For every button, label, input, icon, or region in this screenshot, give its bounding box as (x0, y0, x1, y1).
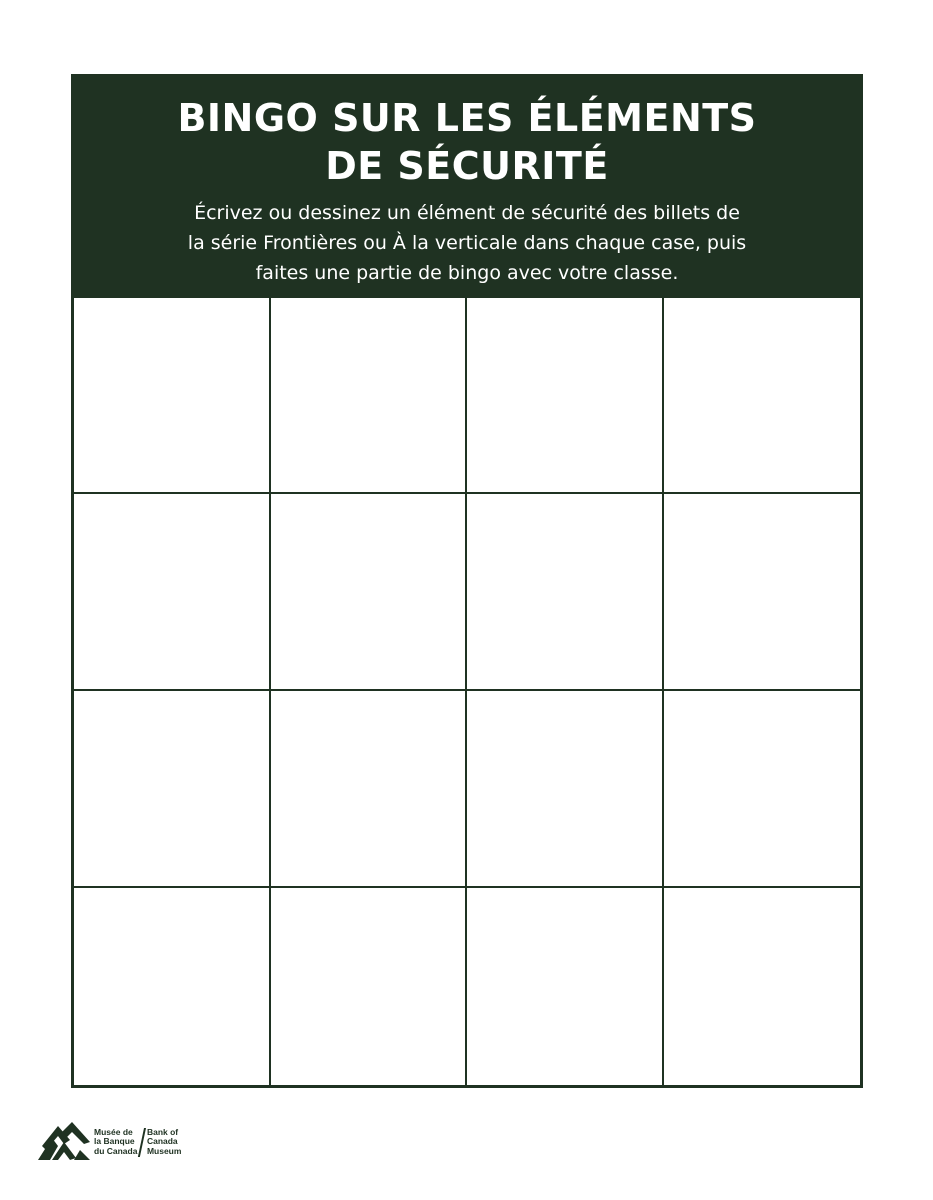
instructions-line-1: Écrivez ou dessinez un élément de sécurité des billets de (194, 202, 740, 224)
bingo-cell[interactable] (271, 691, 468, 888)
logo-french-line-2: la Banque (94, 1136, 135, 1147)
logo-english-line-2: Canada (146, 1136, 178, 1147)
logo-divider (138, 1128, 146, 1157)
logo-english-line-3: Museum (146, 1145, 182, 1156)
bank-of-canada-museum-logo-icon (36, 1120, 92, 1164)
bingo-cell[interactable] (271, 888, 468, 1085)
bingo-cell[interactable] (467, 494, 664, 691)
title-line-1: BINGO SUR LES ÉLÉMENTS (177, 96, 757, 140)
bingo-cell[interactable] (74, 888, 271, 1085)
logo-wordmark (94, 1128, 181, 1157)
bingo-cell[interactable] (467, 691, 664, 888)
bingo-cell[interactable] (74, 691, 271, 888)
bingo-cell[interactable] (74, 494, 271, 691)
instructions (71, 190, 863, 288)
bingo-cell[interactable] (664, 888, 861, 1085)
header-banner (71, 74, 863, 298)
bingo-cell[interactable] (271, 494, 468, 691)
museum-logo (36, 1118, 181, 1166)
logo-english-line-1: Bank of (146, 1126, 179, 1137)
logo-french-line-3: du Canada (94, 1145, 138, 1156)
logo-french-line-1: Musée de (94, 1126, 133, 1137)
bingo-cell[interactable] (664, 691, 861, 888)
bingo-cell[interactable] (271, 297, 468, 494)
instructions-line-3: faites une partie de bingo avec votre classe. (255, 262, 679, 284)
page-title (71, 74, 863, 190)
bingo-cell[interactable] (74, 297, 271, 494)
bingo-grid (71, 297, 863, 1088)
logo-french-name (94, 1128, 137, 1157)
title-line-2: DE SÉCURITÉ (325, 144, 609, 188)
bingo-cell[interactable] (467, 888, 664, 1085)
bingo-cell[interactable] (467, 297, 664, 494)
bingo-cell[interactable] (664, 494, 861, 691)
logo-english-name (147, 1128, 181, 1157)
instructions-line-2: la série Frontières ou À la verticale dans chaque case, puis (187, 232, 747, 254)
bingo-cell[interactable] (664, 297, 861, 494)
